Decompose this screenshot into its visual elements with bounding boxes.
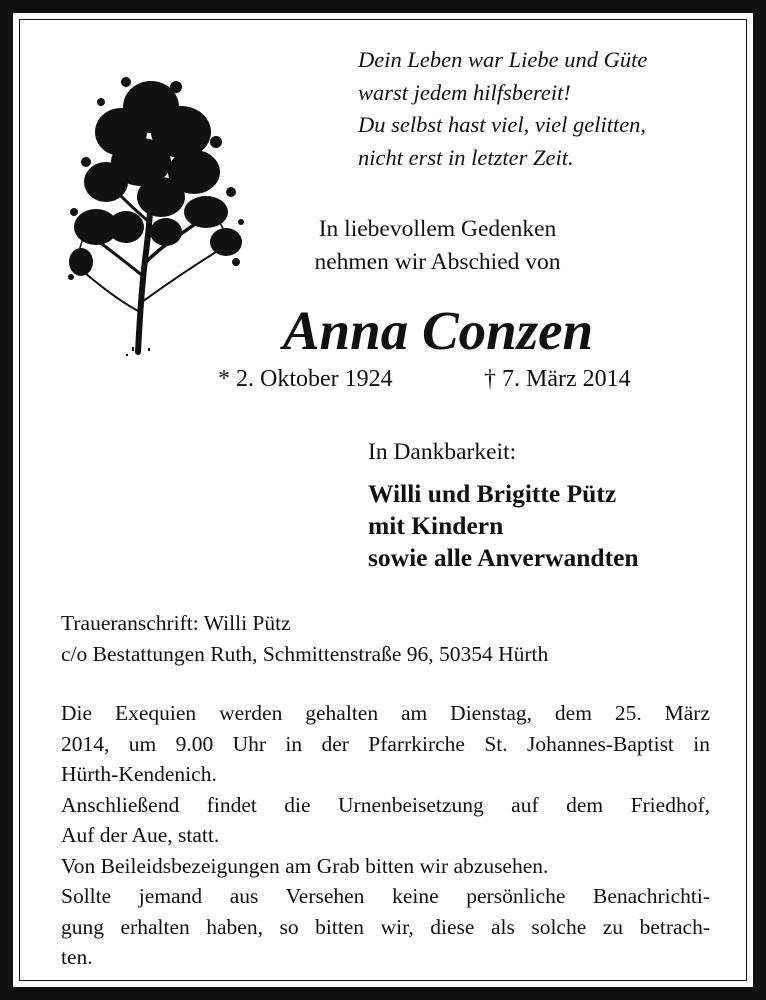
details-line: Auf der Aue, statt. bbox=[61, 823, 220, 847]
details-line: Sollte jemand aus Versehen keine persönliche Benachrichti- bbox=[61, 884, 710, 908]
intro-line-1: In liebevollem Gedenken bbox=[318, 216, 557, 242]
mourners-label: In Dankbarkeit: bbox=[368, 439, 517, 465]
mourner-line: mit Kindern bbox=[368, 511, 504, 540]
funeral-details bbox=[61, 698, 710, 973]
address-line-2: c/o Bestattungen Ruth, Schmittenstraße 96, 50354 Hürth bbox=[61, 642, 549, 666]
details-line: Anschließend findet die Urnenbeisetzung auf dem Friedhof, bbox=[61, 792, 710, 817]
birth-date: * 2. Oktober 1924 bbox=[218, 366, 393, 392]
mourning-address bbox=[61, 608, 548, 670]
details-line: 2014, um 9.00 Uhr in der Pfarrkirche St. Johannes-Baptist in bbox=[61, 731, 710, 756]
death-date: † 7. März 2014 bbox=[484, 366, 631, 392]
mourner-line: sowie alle Anverwandten bbox=[368, 543, 639, 572]
details-line: Hürth-Kendenich. bbox=[61, 762, 217, 786]
poem-line: Dein Leben war Liebe und Güte bbox=[358, 47, 648, 72]
intro-text bbox=[250, 213, 625, 278]
address-line-1: Traueranschrift: Willi Pütz bbox=[61, 611, 291, 635]
details-line: gung erhalten haben, so bitten wir, diese als solche zu betrach- bbox=[61, 914, 710, 939]
deceased-name: Anna Conzen bbox=[282, 300, 594, 361]
mourners-names bbox=[368, 478, 639, 574]
mourner-line: Willi und Brigitte Pütz bbox=[368, 479, 617, 508]
details-line: Die Exequien werden gehalten am Dienstag, dem 25. März bbox=[61, 701, 710, 725]
poem-line: Du selbst hast viel, viel gelitten, bbox=[358, 112, 647, 137]
poem-line: nicht erst in letzter Zeit. bbox=[358, 144, 574, 170]
details-line: ten. bbox=[61, 945, 93, 969]
intro-line-2: nehmen wir Abschied von bbox=[314, 248, 561, 275]
details-line: Von Beileidsbezeigungen am Grab bitten wir abzusehen. bbox=[61, 853, 549, 878]
memorial-poem bbox=[358, 44, 748, 174]
poem-line: warst jedem hilfsbereit! bbox=[358, 79, 571, 105]
